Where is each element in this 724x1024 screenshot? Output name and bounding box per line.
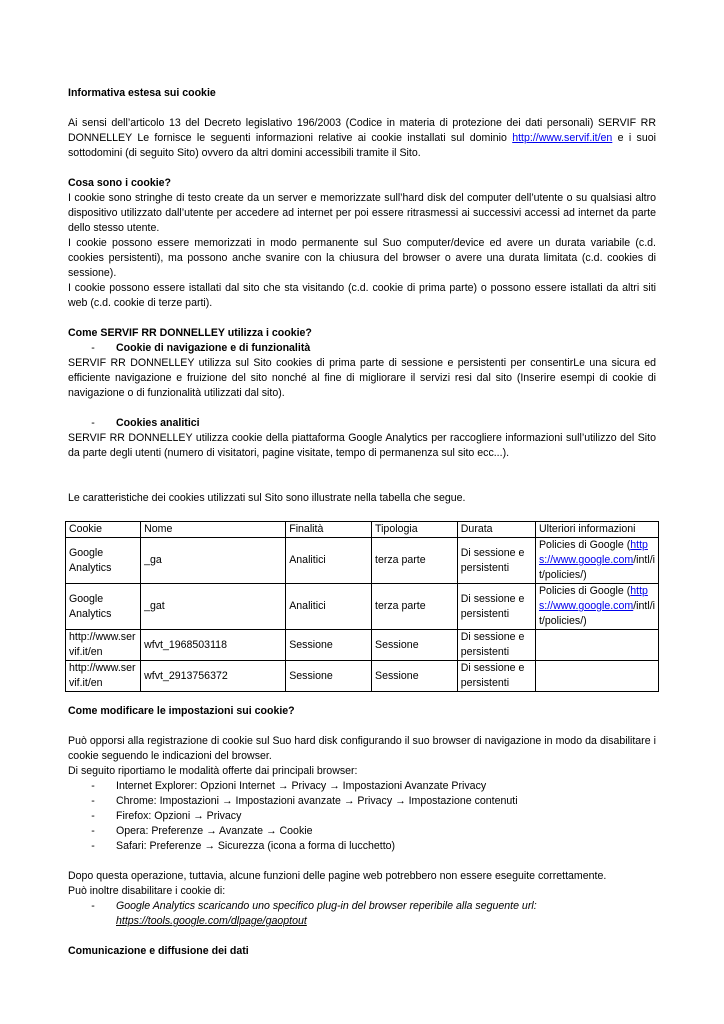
browser-instruction: Chrome: Impostazioni → Impostazioni avanzate → Privacy → Impostazione contenuti (116, 795, 518, 807)
header-info: Ulteriori informazioni (535, 522, 658, 538)
cookie-table (65, 521, 659, 692)
google-policy-link[interactable]: https://www.google.com (538, 539, 648, 566)
modify-paragraph-2: Di seguito riportiamo le modalità offerte dai principali browser: (68, 765, 358, 777)
navigation-cookie-title: Cookie di navigazione e di funzionalità (116, 342, 311, 354)
domain-link[interactable]: http://www.servif.it/en (512, 132, 613, 144)
what-heading: Cosa sono i cookie? (68, 177, 172, 189)
header-nome: Nome (141, 522, 286, 538)
info-suffix: /intl/it/policies/) (538, 600, 655, 627)
ga-optout-link[interactable]: https://tools.google.com/dlpage/gaoptout (116, 915, 307, 927)
cell-tipologia: terza parte (372, 584, 458, 630)
dash-marker: - (91, 810, 95, 822)
browser-instruction: Internet Explorer: Opzioni Internet → Privacy → Impostazioni Avanzate Privacy (116, 780, 487, 792)
info-prefix: Policies di Google ( (538, 585, 631, 597)
cell-finalita: Sessione (286, 630, 372, 661)
intro-text-after: e i suoi sottodomini (di seguito Sito) ovvero da altri domini accessibili tramite il Sito. (68, 132, 656, 159)
list-item (68, 824, 656, 839)
info-suffix: /intl/it/policies/) (538, 554, 655, 581)
dash-marker: - (91, 840, 95, 852)
google-policy-link[interactable]: https://www.google.com (538, 585, 648, 612)
cell-tipologia: terza parte (372, 538, 458, 584)
table-row (66, 630, 659, 661)
cell-cookie: Google Analytics (66, 584, 141, 630)
document-page (68, 86, 656, 959)
modify-paragraph-1: Può opporsi alla registrazione di cookie sul Suo hard disk configurando il suo browser di navigazione in modo da disabilitare i cookie seguendo le indicazioni del browser. (68, 735, 656, 762)
cell-tipologia: Sessione (372, 661, 458, 692)
how-heading: Come SERVIF RR DONNELLEY utilizza i cookie? (68, 327, 312, 339)
table-row (66, 538, 659, 584)
cell-nome: _gat (141, 584, 286, 630)
intro-text: Ai sensi dell’articolo 13 del Decreto legislativo 196/2003 (Codice in materia di protezione dei dati personali) SERVIF RR DONNELLEY Le fornisce le seguenti informazioni relative ai cookie installati sul dominio (68, 117, 656, 144)
cell-info (535, 538, 658, 584)
cell-durata: Di sessione e persistenti (457, 630, 535, 661)
dash-marker: - (91, 900, 95, 912)
ga-optout-text (116, 899, 537, 929)
modify-heading: Come modificare le impostazioni sui cookie? (68, 705, 295, 717)
dash-marker: - (91, 825, 95, 837)
header-finalita: Finalità (286, 522, 372, 538)
cell-info (535, 584, 658, 630)
cell-cookie: http://www.servif.it/en (66, 630, 141, 661)
cell-info-empty (535, 661, 658, 692)
modify-paragraph-4: Può inoltre disabilitare i cookie di: (68, 885, 226, 897)
dash-marker: - (91, 417, 95, 429)
header-cookie: Cookie (66, 522, 141, 538)
ga-optout-description: Google Analytics scaricando uno specifico plug-in del browser reperibile alla seguente url: (116, 900, 537, 912)
browser-instruction: Firefox: Opzioni → Privacy (116, 810, 242, 822)
sub-heading-analytics (68, 416, 656, 431)
cell-cookie: http://www.servif.it/en (66, 661, 141, 692)
table-row (66, 661, 659, 692)
table-row (66, 584, 659, 630)
info-prefix: Policies di Google ( (538, 539, 631, 551)
list-item (68, 794, 656, 809)
table-header-row (66, 522, 659, 538)
navigation-cookie-text: SERVIF RR DONNELLEY utilizza sul Sito cookies di prima parte di sessione e persistenti per consentirLe una sicura ed efficiente navigazione e fruizione del sito nonché al fine di migliorare il servizi resi dal sito (Inserire esempi di cookie di navigazione o di funzionalità utilizzati dal sito). (68, 357, 656, 399)
list-item (68, 899, 656, 929)
cell-info-empty (535, 630, 658, 661)
what-paragraph-1: I cookie sono stringhe di testo create da un server e memorizzate sull’hard disk del computer dell’utente o su qualsiasi altro dispositivo utilizzato dall’utente per accedere ad internet per poi essere ritrasmessi ai successivi accessi ad internet da parte dello stesso utente. (68, 192, 656, 234)
modify-paragraph-3: Dopo questa operazione, tuttavia, alcune funzioni delle pagine web potrebbero non essere eseguite correttamente. (68, 870, 607, 882)
comm-heading: Comunicazione e diffusione dei dati (68, 945, 249, 957)
list-item (68, 809, 656, 824)
cell-cookie: Google Analytics (66, 538, 141, 584)
cell-durata: Di sessione e persistenti (457, 538, 535, 584)
header-tipologia: Tipologia (372, 522, 458, 538)
cell-tipologia: Sessione (372, 630, 458, 661)
what-paragraph-2: I cookie possono essere memorizzati in modo permanente sul Suo computer/device ed avere un durata variabile (c.d. cookies persistenti), ma possono anche svanire con la chiusura del browser o avere una durata limitata (c.d. cookies di sessione). (68, 237, 656, 279)
table-intro: Le caratteristiche dei cookies utilizzati sul Sito sono illustrate nella tabella che segue. (68, 492, 466, 504)
list-item (68, 779, 656, 794)
page-title: Informativa estesa sui cookie (68, 87, 216, 99)
cell-nome: _ga (141, 538, 286, 584)
browser-instruction: Opera: Preferenze → Avanzate → Cookie (116, 825, 313, 837)
cell-finalita: Analitici (286, 584, 372, 630)
cell-nome: wfvt_1968503118 (141, 630, 286, 661)
list-item (68, 839, 656, 854)
sub-heading-navigation (68, 341, 656, 356)
intro-paragraph (68, 116, 656, 161)
cell-nome: wfvt_2913756372 (141, 661, 286, 692)
what-paragraph-3: I cookie possono essere istallati dal sito che sta visitando (c.d. cookie di prima parte) o possono essere istallati da altri siti web (c.d. cookie di terze parti). (68, 282, 656, 309)
dash-marker: - (91, 342, 95, 354)
analytics-cookie-title: Cookies analitici (116, 417, 200, 429)
browser-instruction: Safari: Preferenze → Sicurezza (icona a forma di lucchetto) (116, 840, 396, 852)
analytics-cookie-text: SERVIF RR DONNELLEY utilizza cookie della piattaforma Google Analytics per raccogliere informazioni sull’utilizzo del Sito da parte degli utenti (numero di visitatori, pagine visitate, tempo di permanenza sul sito ecc...). (68, 432, 656, 459)
cell-durata: Di sessione e persistenti (457, 661, 535, 692)
cell-durata: Di sessione e persistenti (457, 584, 535, 630)
dash-marker: - (91, 795, 95, 807)
cell-finalita: Sessione (286, 661, 372, 692)
cell-finalita: Analitici (286, 538, 372, 584)
header-durata: Durata (457, 522, 535, 538)
dash-marker: - (91, 780, 95, 792)
